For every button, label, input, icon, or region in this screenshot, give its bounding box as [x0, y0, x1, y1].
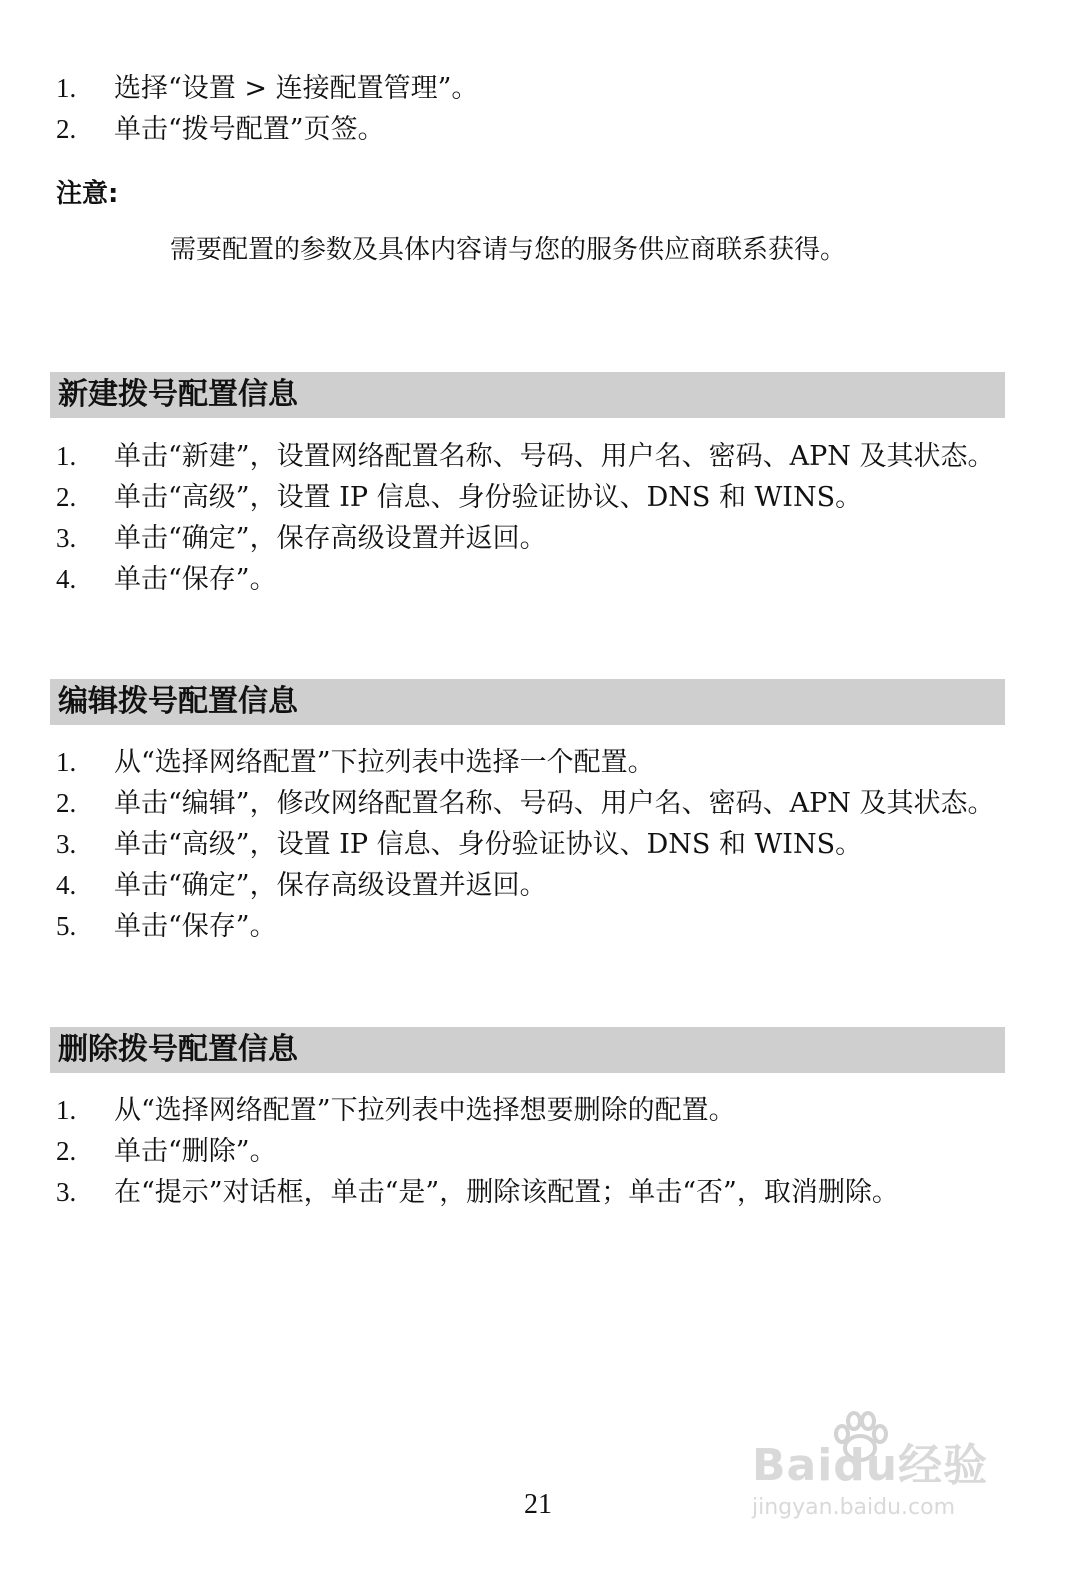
section-header-edit: [50, 679, 1005, 725]
step-text: 单击“删除”。: [114, 1136, 277, 1167]
list-item: [56, 1172, 1006, 1213]
note-text: 需要配置的参数及具体内容请与您的服务供应商联系获得。: [170, 235, 847, 265]
watermark-logo: Baidu经验: [752, 1440, 989, 1491]
list-item: [56, 865, 1006, 906]
list-item: [56, 518, 1006, 559]
list-item: [56, 109, 1006, 150]
step-number: 2.: [56, 482, 77, 512]
step-number: 3.: [56, 1177, 77, 1207]
section-title: 新建拨号配置信息: [58, 377, 298, 412]
list-item: [56, 477, 1006, 518]
section-steps-delete: [56, 1090, 1006, 1213]
list-item: [56, 783, 1006, 824]
list-item: [56, 1090, 1006, 1131]
watermark-url: jingyan.baidu.com: [752, 1495, 956, 1520]
step-number: 1.: [56, 747, 77, 777]
list-item: [56, 906, 1006, 947]
step-text: 单击“高级”，设置 IP 信息、身份验证协议、DNS 和 WINS。: [114, 482, 863, 513]
step-text: 单击“确定”，保存高级设置并返回。: [114, 870, 547, 901]
step-number: 1.: [56, 73, 77, 103]
section-header-new: [50, 372, 1005, 418]
step-text: 选择“设置 > 连接配置管理”。: [114, 73, 479, 104]
step-text: 从“选择网络配置”下拉列表中选择一个配置。: [114, 747, 655, 778]
step-number: 2.: [56, 788, 77, 818]
note-label: 注意:: [56, 179, 119, 209]
list-item: [56, 436, 1006, 477]
step-text: 单击“高级”，设置 IP 信息、身份验证协议、DNS 和 WINS。: [114, 829, 863, 860]
section-header-delete: [50, 1027, 1005, 1073]
step-number: 3.: [56, 829, 77, 859]
step-text: 在“提示”对话框，单击“是”，删除该配置；单击“否”，取消删除。: [114, 1177, 899, 1208]
step-number: 1.: [56, 1095, 77, 1125]
section-title: 编辑拨号配置信息: [58, 684, 298, 719]
step-text: 单击“拨号配置”页签。: [114, 114, 385, 145]
step-number: 4.: [56, 564, 77, 594]
step-text: 单击“保存”。: [114, 911, 277, 942]
section-steps-new: [56, 436, 1006, 600]
step-number: 4.: [56, 870, 77, 900]
list-item: [56, 742, 1006, 783]
step-text: 单击“新建”，设置网络配置名称、号码、用户名、密码、APN 及其状态。: [114, 441, 995, 472]
step-number: 1.: [56, 441, 77, 471]
list-item: [56, 1131, 1006, 1172]
list-item: [56, 559, 1006, 600]
list-item: [56, 68, 1006, 109]
step-text: 单击“确定”，保存高级设置并返回。: [114, 523, 547, 554]
section-title: 删除拨号配置信息: [58, 1032, 298, 1067]
step-number: 5.: [56, 911, 77, 941]
step-text: 单击“保存”。: [114, 564, 277, 595]
list-item: [56, 824, 1006, 865]
step-number: 2.: [56, 1136, 77, 1166]
page-number: 21: [524, 1489, 552, 1520]
step-text: 单击“编辑”，修改网络配置名称、号码、用户名、密码、APN 及其状态。: [114, 788, 995, 819]
intro-steps-list: [56, 68, 1006, 150]
step-number: 3.: [56, 523, 77, 553]
step-number: 2.: [56, 114, 77, 144]
step-text: 从“选择网络配置”下拉列表中选择想要删除的配置。: [114, 1095, 736, 1126]
section-steps-edit: [56, 742, 1006, 947]
